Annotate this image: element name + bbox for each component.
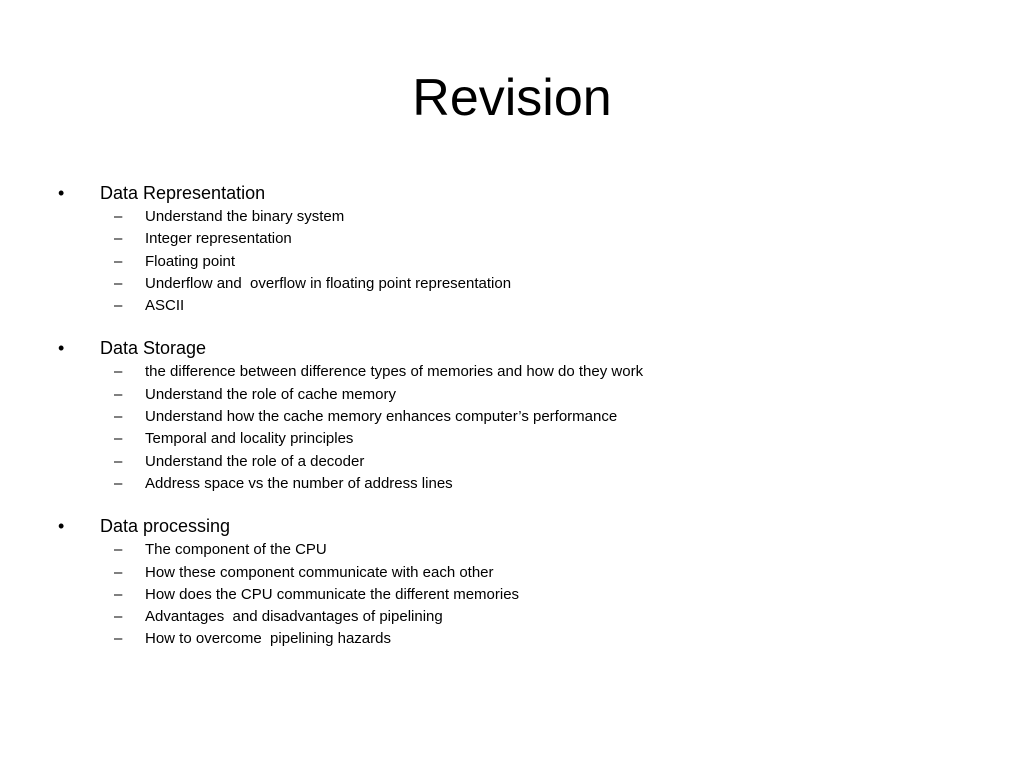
dash-icon: – [114,230,123,248]
sub-item [58,228,978,250]
sub-item [58,473,978,495]
bullet-icon: • [58,338,65,359]
sub-item [58,584,978,606]
section-heading: Data Storage [100,338,207,359]
section-heading-row [58,335,978,361]
sub-item [58,295,978,317]
dash-icon: – [114,474,123,492]
section-heading: Data processing [100,516,231,537]
sub-item [58,251,978,273]
dash-icon: – [114,408,123,426]
section-heading: Data Representation [100,183,266,203]
dash-icon: – [114,541,123,559]
dash-icon: – [114,608,123,626]
sub-item-list [58,206,978,317]
sub-item [58,406,978,428]
sub-item [58,206,978,228]
sub-item-label: ASCII [145,297,185,315]
section-data-representation [58,180,978,317]
sub-item-label: Understand how the cache memory enhances computer’s performance [145,408,618,426]
sub-item-label: Underflow and overflow in floating point representation [145,274,512,292]
sub-item [58,539,978,561]
dash-icon: – [114,363,123,381]
sub-item-label: the difference between difference types of memories and how do they work [145,363,644,381]
sub-item-label: Temporal and locality principles [145,430,354,448]
section-heading-row [58,513,978,539]
dash-icon: – [114,430,123,448]
sub-item [58,562,978,584]
dash-icon: – [114,452,123,470]
sub-item-label: How these component communicate with each other [145,563,494,581]
dash-icon: – [114,297,123,315]
sub-item [58,428,978,450]
sub-item-label: Understand the role of a decoder [145,452,365,470]
sub-item-label: Understand the role of cache memory [145,385,396,403]
sub-item-label: The component of the CPU [145,541,327,559]
dash-icon: – [114,630,123,648]
dash-icon: – [114,385,123,403]
sub-item-label: Integer representation [145,230,292,248]
sub-item [58,606,978,628]
dash-icon: – [114,563,123,581]
sub-item [58,628,978,650]
sub-item [58,361,978,383]
sub-item [58,273,978,295]
dash-icon: – [114,585,123,603]
dash-icon: – [114,208,123,225]
sub-item [58,451,978,473]
bullet-icon: • [58,183,65,203]
sub-item-label: Address space vs the number of address lines [145,474,453,492]
sub-item [58,384,978,406]
sub-item-label: How to overcome pipelining hazards [145,630,391,648]
bullet-icon: • [58,516,65,537]
sub-item-label: Understand the binary system [145,208,345,225]
section-heading-row [58,180,978,206]
sub-item-list [58,539,978,650]
sub-item-label: Advantages and disadvantages of pipelining [145,608,443,626]
section-data-storage [58,335,978,495]
dash-icon: – [114,252,123,270]
section-data-processing [58,513,978,650]
slide-title: Revision [412,69,612,127]
sub-item-list [58,361,978,495]
sub-item-label: Floating point [145,252,236,270]
dash-icon: – [114,274,123,292]
sub-item-label: How does the CPU communicate the different memories [145,585,520,603]
slide-content [58,180,978,669]
